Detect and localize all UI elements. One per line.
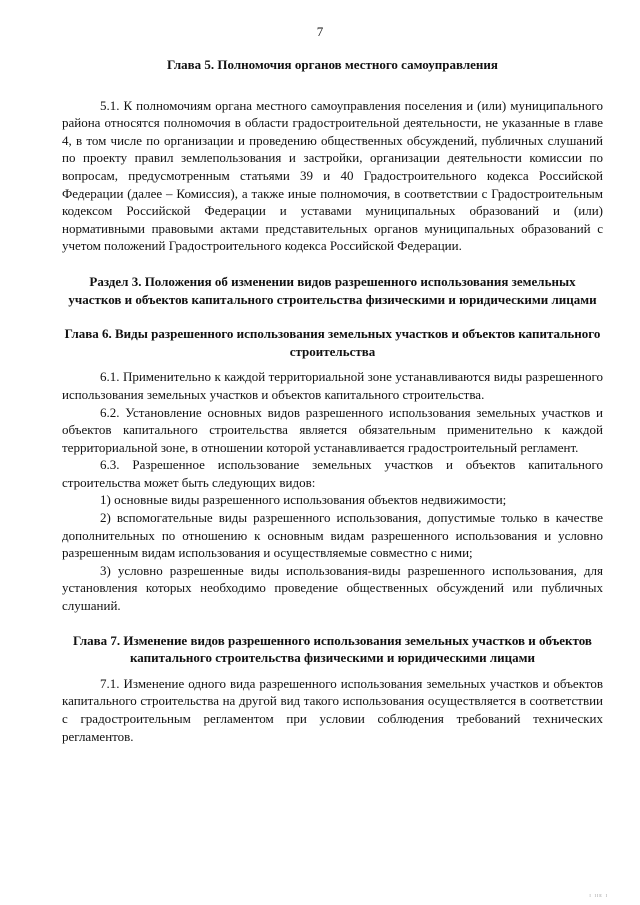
chapter-6-heading: Глава 6. Виды разрешенного использования земельных участков и объектов капитального строительства (64, 326, 601, 359)
list-item-2: 2) вспомогательные виды разрешенного использования, допустимые только в качестве дополнительных по отношению к основным видам разрешенного использования и условно разрешенным видам использования и осуществляемые совместно с ними; (62, 510, 603, 561)
chapter-5-heading: Глава 5. Полномочия органов местного самоуправления (167, 57, 498, 72)
paragraph-7-1: 7.1. Изменение одного вида разрешенного использования земельных участков и объектов капитального строительства на другой вид такого использования осуществляется в соответствии с градостроительным регламентом при условии соблюдения требований технических регламентов. (62, 675, 603, 744)
scan-footer-mark: ᴵ ᴵᴵᴱ ᴵ (589, 893, 608, 901)
page-number: 7 (316, 24, 324, 39)
chapter-7-heading: Глава 7. Изменение видов разрешенного использования земельных участков и объектов капитального строительства физическими и юридическими лицами (73, 632, 592, 666)
page-content (62, 56, 603, 745)
section-3-heading: Раздел 3. Положения об изменении видов разрешенного использования земельных участков и объектов капитального строительства физическими и юридическими лицами (68, 273, 597, 307)
list-item-3: 3) условно разрешенные виды использования-виды разрешенного использования, для установления которых необходимо проведение общественных обсуждений или публичных слушаний. (62, 562, 603, 614)
paragraph-6-3: 6.3. Разрешенное использование земельных участков и объектов капитального строительства может быть следующих видов: (62, 457, 603, 490)
paragraph-6-2: 6.2. Установление основных видов разрешенного использования земельных участков и объектов капитального строительства является обязательным применительно к каждой территориальной зоне, в отношении которой устанавливается градостроительный регламент. (62, 404, 603, 455)
paragraph-6-1: 6.1. Применительно к каждой территориальной зоне устанавливаются виды разрешенного использования земельных участков и объектов капитального строительства. (62, 369, 603, 402)
list-item-1: 1) основные виды разрешенного использования объектов недвижимости; (100, 492, 507, 508)
paragraph-5-1: 5.1. К полномочиям органа местного самоуправления поселения и (или) муниципального района относятся полномочия в области градостроительной деятельности, не указанные в главе 4, в том числе по организации и проведению общественных обсуждений, публичных слушаний по проекту правил землепользования и застройки, организации деятельности комиссии по вопросам, предусмотренным статьями 39 и 40 Градостроительного кодекса Российской Федерации (далее – Комиссия), а также иные полномочия, в соответствии с Градостроительным кодексом Российской Федерации и уставами муниципальных образований и (или) нормативными правовыми актами представительных органов муниципальных образований с учетом положений Градостроительного кодекса Российской Федерации. (62, 97, 603, 254)
